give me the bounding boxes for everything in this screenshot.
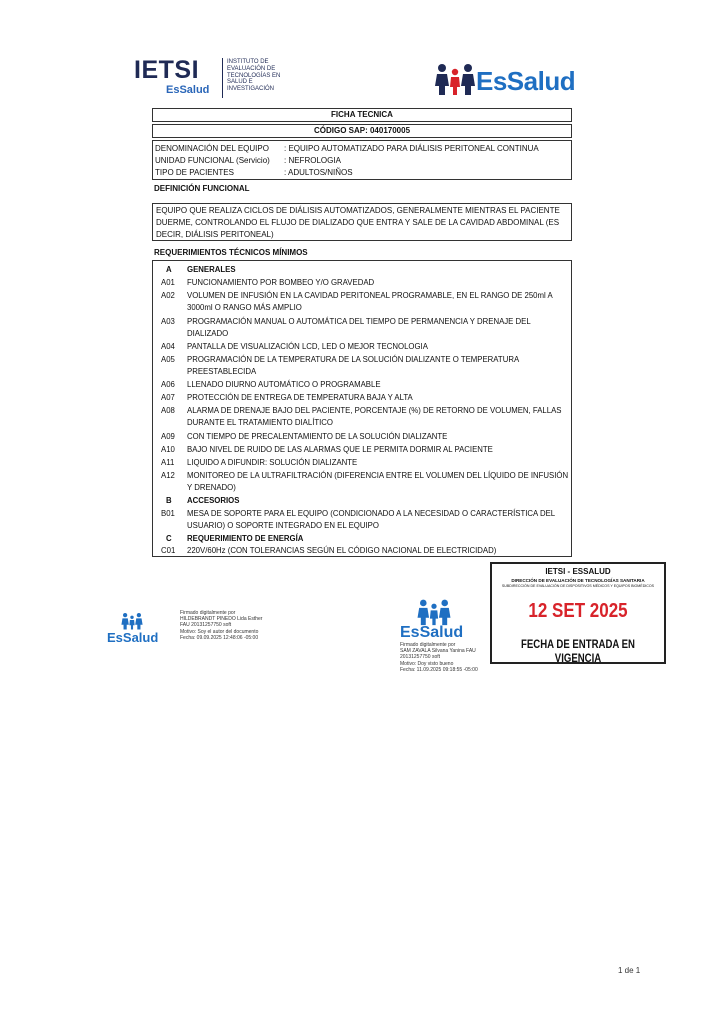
functional-box — [152, 203, 572, 241]
signature-block-2: Firmado digitalmente por SAM ZAVALA Silvana Yanina FAU 20131257750 soft Motivo: Doy visto bueno Fecha: 11.09.2025 09:18:55 -05:00 — [400, 642, 478, 673]
sheet-title: FICHA TECNICA — [331, 110, 393, 119]
field-label-unit: UNIDAD FUNCIONAL (Servicio) — [155, 156, 270, 165]
essalud-family-icon — [120, 612, 144, 630]
requirements-title: REQUERIMIENTOS TÉCNICOS MÍNIMOS — [154, 248, 308, 257]
logo-divider — [222, 58, 223, 98]
page-number: 1 de 1 — [618, 966, 641, 975]
stamp-title: IETSI - ESSALUD — [545, 567, 611, 576]
ietsi-logo-sub: EsSalud — [166, 84, 210, 96]
signature-block-1: Firmado digitalmente por HILDEBRANDT PINEDO Lida Esther FAU 20131257750 soft Motivo: Soy el autor del documento Fecha: 09.09.2025 12:48:06 -05:00 — [180, 610, 263, 641]
sheet-title-box — [152, 108, 572, 122]
stamp-footer: FECHA DE ENTRADA EN VIGENCIA — [521, 637, 635, 665]
fields-box — [152, 140, 572, 180]
sap-code-box — [152, 124, 572, 138]
signature-logo-2: EsSalud — [400, 624, 464, 641]
essalud-family-icon — [416, 598, 452, 626]
field-value-unit: : NEFROLOGIA — [284, 156, 341, 165]
field-label-equipment: DENOMINACIÓN DEL EQUIPO — [155, 144, 269, 153]
sap-code: CÓDIGO SAP: 040170005 — [313, 126, 411, 135]
institute-name: INSTITUTO DE EVALUACIÓN DE TECNOLOGÍAS EN SALUD E INVESTIGACIÓN — [227, 59, 281, 93]
functional-text: EQUIPO QUE REALIZA CICLOS DE DIÁLISIS AUTOMATIZADOS, GENERALMENTE MIENTRAS EL PACIENTE DUERME, CONTROLANDO EL FLUJO DE DIALIZADO QUE ENTRA Y SALE DE LA CAVIDAD ABDOMINAL (ES DECIR, DIÁLISIS PERITONEAL) — [156, 206, 560, 239]
requirements-box: A GENERALES A01 FUNCIONAMIENTO POR BOMBEO Y/O GRAVEDAD A02 VOLUMEN DE INFUSIÓN EN LA CAVIDAD PERITONEAL PROGRAMABLE, EN EL RANGO DE 250ml A 3000ml O RANGO MÁS AMPLIO A03 PROGRAMACIÓN MANUAL O AUTOMÁTICA DEL TIEMPO DE PERMANENCIA Y DRENAJE DEL DIALIZADO A04 PANTALLA DE VISUALIZACIÓN LCD, LED O MEJOR TECNOLOGIA A05 PROGRAMACIÓN DE LA TEMPERATURA DE LA SOLUCIÓN DIALIZANTE O TEMPERATURA PREESTABLECIDA A06 LLENADO DIURNO AUTOMÁTICO O PROGRAMABLE A07 PROTECCIÓN DE ENTREGA DE TEMPERATURA BAJA Y ALTA A08 ALARMA DE DRENAJE BAJO DEL PACIENTE, PORCENTAJE (%) DE RETORNO DE VOLUMEN, FALLAS DURANTE EL TRATAMIENTO DIALÍTICO A09 CON TIEMPO DE PRECALENTAMIENTO DE LA SOLUCIÓN DIALIZANTE A10 BAJO NIVEL DE RUIDO DE LAS ALARMAS QUE LE PERMITA DORMIR AL PACIENTE A11 LIQUIDO A DIFUNDIR: SOLUCIÓN DIALIZANTE A12 MONITOREO DE LA ULTRAFILTRACIÓN (DIFERENCIA ENTRE EL VOLUMEN DEL LÍQUIDO DE INFUSIÓN Y DRENADO) B ACCESORIOS B01 MESA DE SOPORTE PARA EL EQUIPO (CONDICIONADO A LA NECESIDAD O CARACTERÍSTICA DEL USUARIO) O SOPORTE INTEGRADO EN EL EQUIPO C REQUERIMIENTO DE ENERGÍA C01 220V/60Hz (CON TOLERANCIAS SEGÚN EL CÓDIGO NACIONAL DE ELECTRICIDAD) — [152, 260, 572, 557]
stamp-date: 12 SET 2025 — [528, 600, 628, 622]
essalud-family-icon — [434, 62, 476, 96]
stamp-line2: SUBDIRECCIÓN DE EVALUACIÓN DE DISPOSITIVOS MÉDICOS Y EQUIPOS BIOMÉDICOS — [501, 584, 655, 588]
stamp-line1: DIRECCIÓN DE EVALUACIÓN DE TECNOLOGÍAS SANITARIA — [511, 578, 645, 583]
ietsi-logo-word: IETSI — [134, 56, 200, 84]
functional-title: DEFINICIÓN FUNCIONAL — [154, 184, 250, 193]
field-label-patients: TIPO DE PACIENTES — [155, 168, 234, 177]
field-value-equipment: : EQUIPO AUTOMATIZADO PARA DIÁLISIS PERITONEAL CONTINUA — [284, 144, 539, 153]
field-value-patients: : ADULTOS/NIÑOS — [284, 168, 353, 177]
validity-stamp — [490, 562, 666, 664]
essalud-logo-text: EsSalud — [476, 66, 576, 96]
signature-logo-1: EsSalud — [107, 630, 159, 645]
